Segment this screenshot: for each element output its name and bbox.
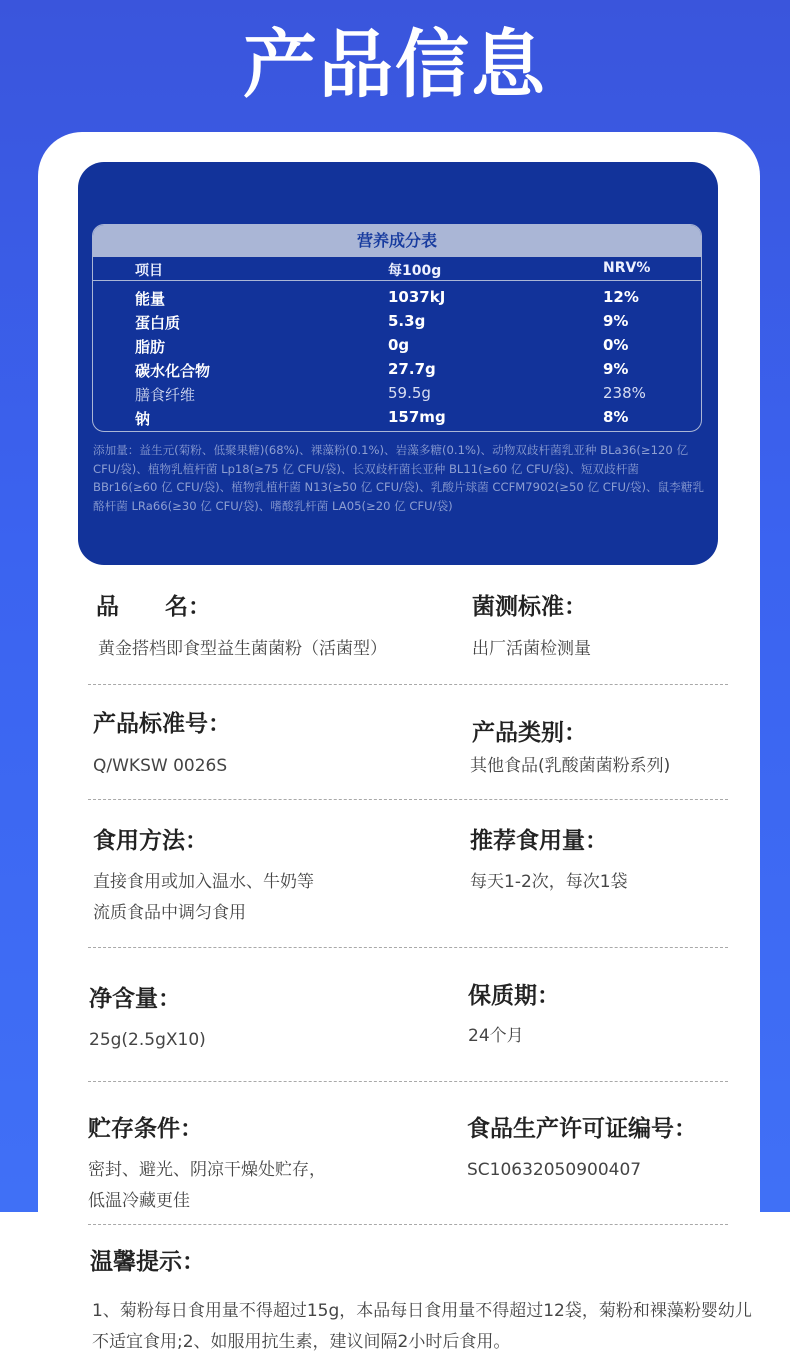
storage-value: 密封、避光、阴凉干燥处贮存， 低温冷藏更佳 <box>88 1160 326 1211</box>
storage-label: 贮存条件： <box>88 1116 203 1142</box>
divider <box>88 947 728 948</box>
divider <box>88 1224 728 1225</box>
dosage-value: 每天1-2次，每次1袋 <box>470 872 628 892</box>
tips-value: 1、菊粉每日食用量不得超过15g，本品每日食用量不得超过12袋，菊粉和裸藻粉婴幼儿不适宜食用;2、如服用抗生素，建议间隔2小时后食用。 <box>92 1301 752 1352</box>
row-item: 能量 <box>135 290 166 308</box>
net-content-label: 净含量： <box>89 986 181 1012</box>
row-per100g: 157mg <box>388 408 446 426</box>
dosage-label: 推荐食用量： <box>470 828 608 854</box>
additives-note: 添加量：益生元(菊粉、低聚果糖)(68%)、裸藻粉(0.1%)、岩藻多糖(0.1%)、动物双歧杆菌乳亚种 BLa36(≥120 亿 CFU/袋)、植物乳植杆菌 Lp18(≥75 亿 CFU/袋)、长双歧杆菌长亚种 BL11(≥60 亿 CFU/袋)、短双歧杆菌 BBr16(≥60 亿 CFU/袋)、植物乳植杆菌 N13(≥50 亿 CFU/袋)、乳酸片球菌 CCFM7902(≥50 亿 CFU/袋)、鼠李糖乳酪杆菌 LRa66(≥30 亿 CFU/袋)、嗜酸乳杆菌 LA05(≥20 亿 CFU/袋) <box>93 443 704 513</box>
row-per100g: 1037kJ <box>388 288 446 306</box>
table-row <box>93 405 701 429</box>
row-per100g: 0g <box>388 336 410 354</box>
category-value: 其他食品(乳酸菌菌粉系列) <box>470 756 671 776</box>
row-item: 碳水化合物 <box>135 362 211 380</box>
bacteria-standard-label: 菌测标准： <box>472 594 587 620</box>
nutrition-table-title: 营养成分表 <box>93 225 701 257</box>
page-title: 产品信息 <box>243 22 547 108</box>
column-per100g: 每100g <box>388 263 442 279</box>
table-row <box>93 357 701 381</box>
row-item: 钠 <box>135 410 151 428</box>
row-item: 膳食纤维 <box>135 386 196 404</box>
standard-no-label: 产品标准号： <box>93 711 231 737</box>
bacteria-standard-value: 出厂活菌检测量 <box>472 639 591 659</box>
row-nrv: 8% <box>603 408 629 426</box>
divider <box>88 1081 728 1082</box>
standard-no-value: Q/WKSW 0026S <box>93 756 228 776</box>
nutrition-table <box>92 224 702 432</box>
row-item: 蛋白质 <box>135 314 181 332</box>
divider <box>88 799 728 800</box>
name-label: 品 名： <box>96 594 211 620</box>
row-nrv: 12% <box>603 288 639 306</box>
net-content-value: 25g(2.5gX10) <box>89 1030 206 1050</box>
row-per100g: 27.7g <box>388 360 436 378</box>
row-item: 脂肪 <box>135 338 166 356</box>
column-item: 项目 <box>135 263 163 279</box>
license-value: SC10632050900407 <box>467 1160 642 1180</box>
row-nrv: 9% <box>603 312 629 330</box>
name-value: 黄金搭档即食型益生菌菌粉（活菌型） <box>98 639 387 659</box>
row-nrv: 238% <box>603 384 646 402</box>
license-label: 食品生产许可证编号： <box>467 1116 697 1142</box>
shelf-life-value: 24个月 <box>468 1026 524 1046</box>
table-row <box>93 285 701 309</box>
row-nrv: 9% <box>603 360 629 378</box>
tips-label: 温馨提示： <box>90 1249 205 1275</box>
nutrition-table-header <box>93 257 701 281</box>
table-row <box>93 381 701 405</box>
row-per100g: 59.5g <box>388 384 431 402</box>
column-nrv: NRV% <box>603 260 651 276</box>
row-per100g: 5.3g <box>388 312 426 330</box>
table-row <box>93 333 701 357</box>
usage-value: 直接食用或加入温水、牛奶等 流质食品中调匀食用 <box>93 872 314 923</box>
nutrition-table-body <box>93 281 701 429</box>
shelf-life-label: 保质期： <box>468 983 560 1009</box>
category-label: 产品类别： <box>472 720 587 746</box>
table-row <box>93 309 701 333</box>
divider <box>88 684 728 685</box>
usage-label: 食用方法： <box>93 828 208 854</box>
row-nrv: 0% <box>603 336 629 354</box>
